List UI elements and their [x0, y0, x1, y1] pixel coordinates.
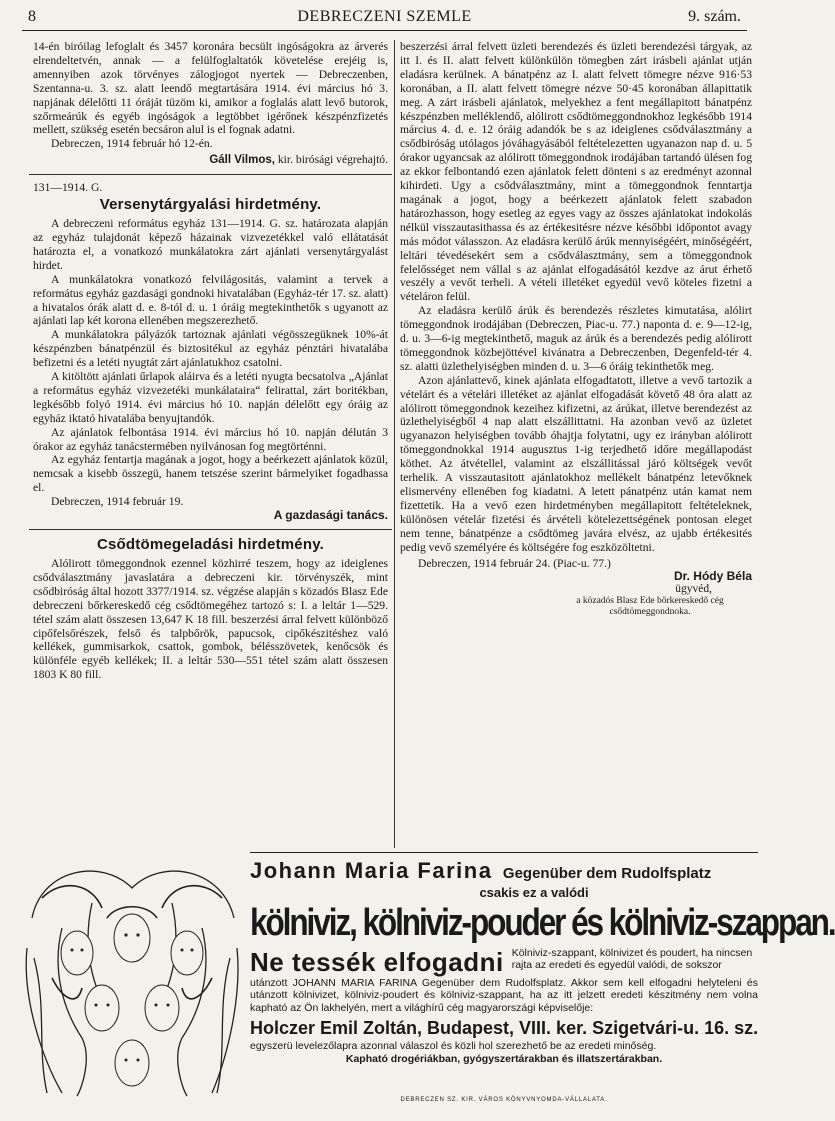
tender-heading: Versenytárgyalási hirdetmény. [99, 196, 322, 214]
auction-date: Debreczen, 1914 február hó 12-én. [51, 137, 213, 151]
bankruptcy-signer-note: a közadós Blasz Ede bőrkereskedő cég csődtömeggondnoka. [576, 596, 724, 618]
ad-only-genuine: csakis ez a valódi [479, 885, 589, 900]
tender-paragraph: A munkálatokra vonatkozó felvilágositás, valamint a tervek a református egyház gazdasági gondnoki hivatalában (Egyház-tér 17. sz. alatt) a hivatalos órák alatt d. e. 8-tól d. u. 1 óráig megtekinthetők s ugyanott az ajánlati lap két korona ellenében megszerezhető. [33, 272, 388, 328]
left-column [33, 40, 388, 682]
tender-paragraph: Az egyház fentartja magának a jogot, hogy a beérkezett ajánlatok közül, nemcsak a kisebb összegü, hanem tetszése szerint bármelyiket fogadhassa el. [33, 453, 388, 495]
section-rule [29, 174, 392, 175]
ad-warning: Ne tessék elfogadni [250, 947, 504, 977]
auction-signer: Gáll Vilmos, [209, 154, 275, 167]
ad-warning-line [250, 947, 758, 977]
auction-signature [33, 153, 388, 168]
women-faces-illustration [22, 858, 242, 1098]
issue-number: 9. szám. [688, 8, 741, 25]
bankruptcy-inspection: Az eladásra kerülő árúk és berendezés részletes kimutatása, alólirt tömeggondnok irodájában (Debreczen, Piac-u. 77.) naponta d. e. 9—12-ig, d. u. 3—6-ig megtekinthető, maguk az árúk és a berendezés pedig alólirott tömeggondnok közbejöttével kivánatra a Debreczenben, Degenfeld-tér 4. sz. alatti üzlethelyiségben minden d. u. 3—6 óráig tekinthetők meg. [400, 304, 752, 373]
ad-footer-availability: Kapható drogériákban, gyógyszertárakban és illatszertárakban. [345, 1052, 663, 1065]
tender-paragraph: Az ajánlatok felbontása 1914. évi március hó 10. napján délután 3 órakor az egyház tanácstermében nyilvánosan fog megtörténni. [33, 425, 388, 453]
bankruptcy-terms: Azon ajánlattevő, kinek ajánlata elfogadtatott, illetve a vevő tartozik a vételárt és a vételári illetéket az ajánlat elfogadását követő 48 óra alatt az alólirott tömeggondnok kezeihez kifizetni, az árúkat, illetve berendezést az üzlethelyiségből 4 nap alatt elszállittatni. Ha azonban vevő az üzletet ugyanazon helyiségben tovább óhajtja folytatni, ugy ez irányban alólirott tömeggondnokkal 1914 augusztus 1-ig terjedhető időre megállapodást köthet. Az átvétellel, valamint az elszállitással járó költségek vevőt terhelik. A visszautasitott ajánlatokhoz mellékelt bánatpénz letevőknek elismervény ellenében fog kiadatni. A letett pánatpénz után kamat nem fizettetik. Ha a vevő ezen hirdetményben megállapitott feltételeknek, különösen vételár fizetési és árvételi kötelezettségének pontosan eleget nem tenne, bánatpénze a csődtömeg javára elvész, az ujabb értékesités pedig vevő személyére és költségére fog eszközöltetni. [400, 373, 752, 554]
ad-address: Gegenüber dem Rudolfsplatz [502, 865, 712, 882]
page-header [22, 8, 747, 32]
ad-body: utánzott JOHANN MARIA FARINA Gegenüber dem Rudolfsplatz. Akkor sem kell elfogadni helyteleni és utánzott kölnivizet, kölniviz-poudert és kölniviz-szappant, ha az itt jelzett eredeti készitmény nem volna kapható az Ön lakhelyén, mert a világhírű cég magyarországi képviselője: [250, 977, 758, 1014]
ad-rule [250, 852, 758, 853]
case-number: 131—1914. G. [33, 181, 103, 195]
tender-date: Debreczen, 1914 február 19. [51, 495, 184, 509]
ad-products: kölniviz, kölniviz-pouder és kölniviz-szappan. [250, 902, 835, 944]
bankruptcy-signer: Dr. Hódy Béla [673, 569, 752, 584]
auction-notice-text: 14-én biróilag lefoglalt és 3457 koronára becsült ingóságokra az árverés elrendeltetvén, annak — a felülfoglaltatók követelése erejéig is, amennyiben azok törvényes zálogjogot nyertek — Debreczenben, Szentanna-u. 3. sz. alatt leendő megtartására 1914. évi március hó 3. napjának délelőtti 11 óráját tüzöm ki, amikor a foglalás alatt levő butorok, szőrmeárúk és egyéb ingóságok a legtöbbet igérőnek készpénzfizetés mellett, szükség esetén becsáron alul is el fognak adatni. [33, 40, 388, 137]
bankruptcy-heading: Csődtömegeladási hirdetmény. [96, 536, 325, 553]
printer-imprint: DEBRECZEN SZ. KIR. VÁROS KÖNYVNYOMDA-VÁLLALATA. [400, 1097, 608, 1103]
tender-paragraph: A munkálatokra pályázók tartoznak ajánlati végösszegüknek 10%-át készpénzben bánatpénzül és biztositékul az egyház pénztári hivatalába befizetni és a letéti nyugtát zárt ajánlatukhoz csatolni. [33, 328, 388, 370]
bankruptcy-continued: beszerzési árral felvett üzleti berendezés és üzleti berendezési tárgyak, az itt I. és II. alatt felvett különkülön tömegben zárt irásbeli ajánlat utján eladásra kerülnek. A bánatpénz az I. alatt felvett tömegre nézve 916·53 koronában, a II. alatt felvett tömegre nézve 50·45 koronában állapittatik meg. A zárt irásbeli ajánlatok, melyekhez a fent megállapitott bánatpénz készpénzben melléklendő, alólirott csődtömeggondnokhoz legkésőbb 1914 március 4. d. e. 12 óráig adandók be s az ideiglenes csődválasztmány a csődbiróság utólagos jóváhagyásából feltételezetten ugyanazon nap d. u. 5 órakor ugyancsak az alólirott tömeggondnok irodájában tartandó ülésen fog az ekkor felbontandó ezen ajánlatok felett dönteni s az eredményt azonnal kihirdeti. Ugy a csődválasztmány, mint a tömeggondnok fenntartja magának a jogot, hogy a beérkezett ajánlatok felett szabadon határozhasson, hogy esetleg az egyes vagy az összes ajánlatokat indokolás nélkül visszautasithassa és az értékesitésre nézve későbbi időpontot avagy más módot válasszon. Az eladásra kerülő árúk mennyiségéért, minőségéért, leltári tévedésekért sem a csődválasztmány, sem a tömeggondnok felelősséget nem vállal s az ajánlat elfogadásától kezdve az árut érhető veszély a vevőt terheli. A vételi illetéket egyedül vevő köteles fizetni a vételáron felül. [400, 40, 752, 304]
bankruptcy-signer-role: ügyvéd, [675, 583, 712, 596]
tender-signer: A gazdasági tanács. [273, 508, 388, 523]
tender-paragraph: A kitöltött ajánlati űrlapok aláirva és a letéti nyugta becsatolva „Ajánlat a református egyház vizvezetéki munkálataira“ felirattal, zárt boritékban, legkésőbb folyó 1914. évi március hó 10. napján délelőtt egy óráig az egyház iktató hivatalába benyujtandók. [33, 370, 388, 425]
bankruptcy-paragraph: Alólirott tömeggondnok ezennel közhirré teszem, hogy az ideiglenes csődválasztmány javaslatára a debreczeni kir. törvényszék, mint csődbiróság által hozott 3377/1914. sz. végzése alapján s közadós Blasz Ede debreczeni bőrkereskedő cég csődtömegéhez tartozó s: I. a leltár 1—529. tétel szám alatt összesen 13,647 K 18 fill. beszerzési árral felvett különböző cipőfelsőrészek, felső és talpbőrök, papucsok, cipőkészitéshez való kellékek, gummisarkok, csattok, gombok, bélésszövetek, kenőcsök és különféle egyéb kellékek; II. a leltár 530—551 tétel szám alatt összesen 1803 K 80 fill. [33, 557, 388, 682]
ad-brand: Johann Maria Farina [250, 858, 493, 883]
ad-warning-side: Kölniviz-szappant, kölnivizet és poudert, ha nincsen rajta az eredeti és egyedül valódi, de sokszor [511, 947, 753, 971]
bankruptcy-signature [400, 570, 752, 618]
newspaper-title: DEBRECZENI SZEMLE [297, 8, 472, 25]
right-column [400, 40, 752, 618]
ad-footer: egyszerü levelezőlapra azonnal válaszol és közli hol szerezhető be az eredeti minőség. [250, 1040, 657, 1053]
auction-signer-role: kir. birósági végrehajtó. [277, 153, 388, 167]
tender-paragraph: A debreczeni református egyház 131—1914. G. sz. határozata alapján az egyház tulajdonát képező házainak vizvezetékkel való ellátatását határozta el, a vonatkozó munkálatokra zárt ajánlati versenytárgyalást hirdet. [33, 217, 388, 272]
ad-brand-line [250, 858, 758, 884]
header-rule [22, 30, 747, 31]
bankruptcy-date: Debreczen, 1914 február 24. (Piac-u. 77.) [418, 556, 611, 570]
column-separator [394, 40, 395, 848]
ad-representative: Holczer Emil Zoltán, Budapest, VIII. ker. Szigetvári-u. 16. sz. [250, 1018, 759, 1039]
section-rule [29, 529, 392, 530]
page-number: 8 [28, 8, 36, 25]
farina-advertisement [250, 858, 835, 1090]
